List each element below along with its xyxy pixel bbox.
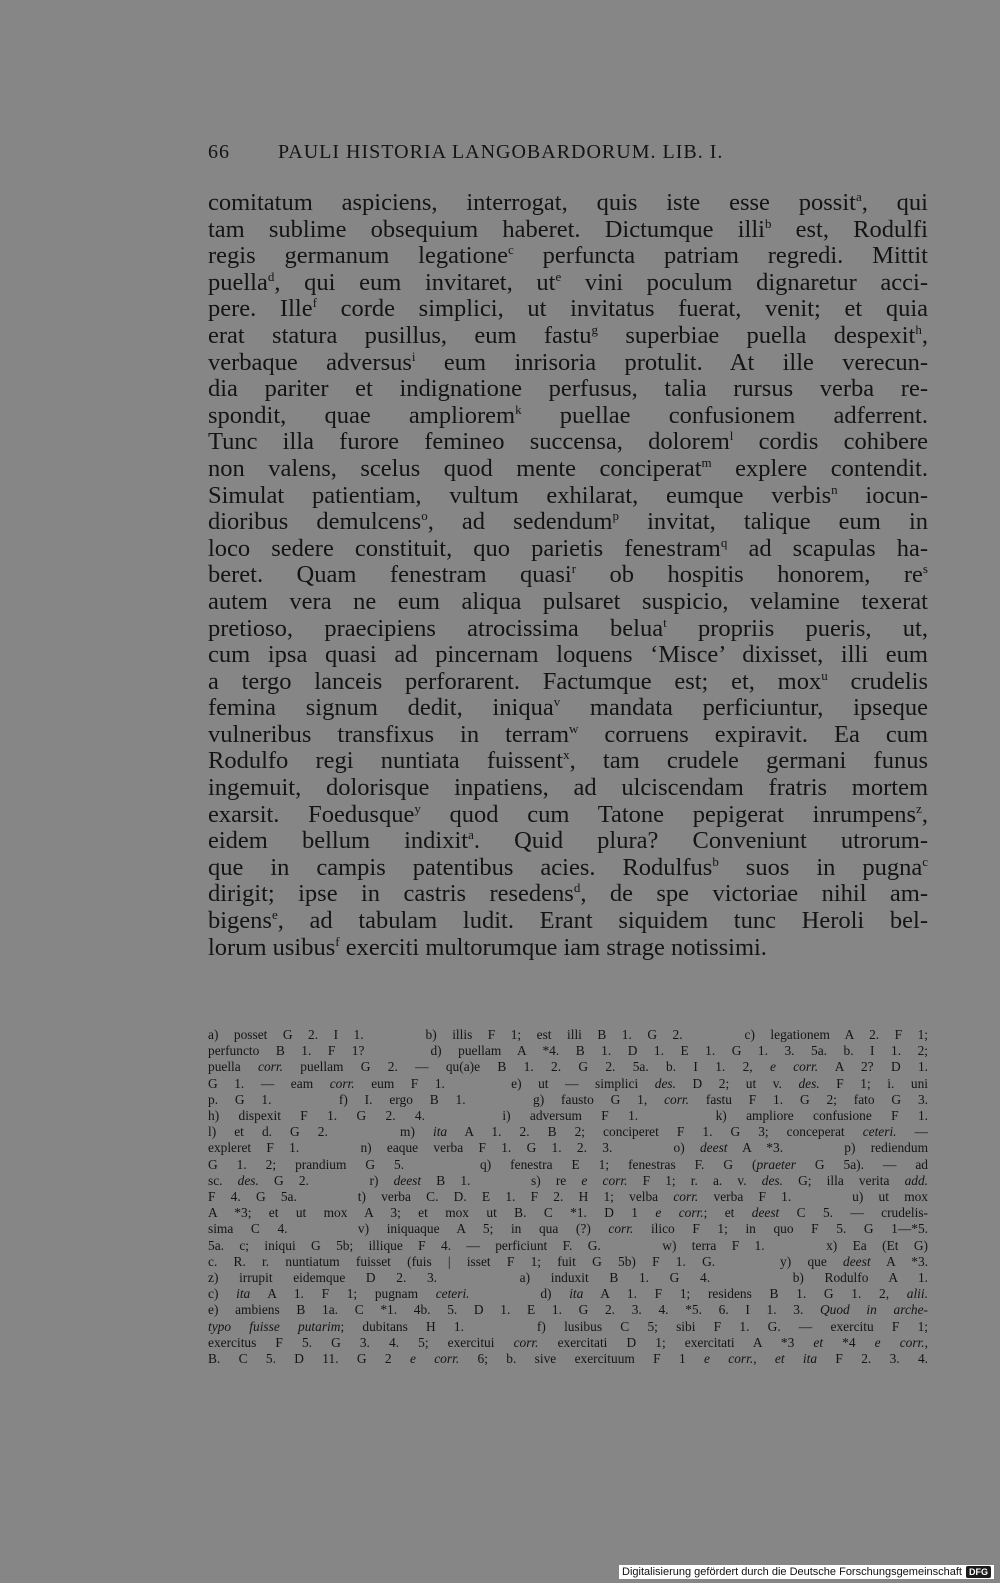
footnote-line: F 4. G 5a. t) verba C. D. E 1. F 2. H 1; velba corr. verba F 1. u) ut mox (208, 1189, 928, 1205)
running-title: PAULI HISTORIA LANGOBARDORUM. LIB. I. (278, 141, 724, 163)
text-line: cum ipsa quasi ad pincernam loquens ‘Misce’ dixisset, illi eum (208, 641, 928, 669)
footnote-line: sima C 4. v) iniquaque A 5; in qua (?) corr. ilico F 1; in quo F 5. G 1—*5. (208, 1221, 928, 1237)
footnote-line: 5a. c; iniqui G 5b; illique F 4. — perficiunt F. G. w) terra F 1. x) Ea (Et G) (208, 1237, 928, 1253)
text-line: lorum usibus$^f$ exerciti multorumque iam strage notissimi. (208, 933, 767, 961)
text-line: femina signum dedit, iniqua$^v$ mandata perficiuntur, ipseque (208, 694, 928, 722)
text-line: non valens, scelus quod mente conciperat$^m$ explere contendit. (208, 454, 928, 482)
text-line: dioribus demulcens$^o$, ad sedendum$^p$ invitat, talique eum in (208, 507, 929, 536)
text-line: beret. Quam fenestram quasi$^r$ ob hospitis honorem, $re^s$ (208, 561, 928, 589)
footnote-line: c) ita A 1. F 1; pugnam ceteri. d) ita A 1. F 1; residens B 1. G 1. 2, alii. (208, 1286, 928, 1302)
text-line: spondit, quae ampliorem$^k$ puellae confusionem adferrent. (208, 401, 928, 429)
footnote-line: puella corr. puellam G 2. — qu(a)e B 1. 2. G 2. 5a. b. I 1. 2, e corr. A 2? D 1. (208, 1059, 928, 1075)
text-line: Tunc illa furore femineo succensa, dolorem$^l$ cordis cohibere (208, 428, 928, 456)
footnote-line: p. G 1. f) I. ergo B 1. g) fausto G 1, corr. fastu F 1. G 2; fato G 3. (208, 1091, 929, 1107)
text-line: regis germanum legatione$^c$ perfuncta patriam regredi. Mittit (208, 242, 928, 270)
text-line: tam sublime obsequium haberet. Dictumque illi$^b$ est, Rodulfi (208, 215, 928, 243)
funding-footer (619, 1565, 994, 1579)
text-line: verbaque adversus$^i$ eum inrisoria protulit. At ille verecun- (208, 348, 928, 376)
footnote-line: c. R. r. nuntiatum fuisset (fuis | isset F 1; fuit G 5b) F 1. G. y) que deest A *3. (208, 1253, 928, 1269)
footnote-line: h) dispexit F 1. G 2. 4. i) adversum F 1. k) ampliore confusione F 1. (208, 1108, 928, 1124)
dfg-logo: DFG (966, 1566, 991, 1578)
footnote-line: a) posset G 2. I 1. b) illis F 1; est illi B 1. G 2. c) legationem A 2. F 1; (208, 1027, 928, 1042)
text-line: Rodulfo regi nuntiata fuissent$^x$, tam crudele germani funus (208, 747, 928, 775)
text-line: vulneribus transfixus in terram$^w$ corruens expiravit. Ea cum (208, 720, 929, 748)
text-line: dia pariter et indignatione perfusus, talia rursus verba re- (208, 375, 928, 403)
footnote-line: G 1. — eam corr. eum F 1. e) ut — simplici des. D 2; ut v. des. F 1; i. uni (208, 1075, 928, 1091)
page-number: 66 (208, 141, 230, 163)
footnote-line: perfuncto B 1. F 1? d) puellam A *4. B 1. D 1. E 1. G 1. 3. 5a. b. I 1. 2; (208, 1043, 928, 1059)
footnotes (208, 1027, 928, 1367)
text-line: Simulat patientiam, vultum exhilarat, eumque verbis$^n$ iocun- (208, 481, 929, 509)
main-text (208, 190, 928, 961)
text-line: eidem bellum indixit$^a$. Quid plura? Conveniunt utrorum- (208, 827, 928, 855)
text-line: pere. Ille$^f$ corde simplici, ut invitatus fuerat, venit; et quia (208, 295, 928, 323)
text-line: pretioso, praecipiens atrocissima belua$^t$ propriis pueris, ut, (208, 614, 928, 642)
funding-text: Digitalisierung gefördert durch die Deutsche Forschungsgemeinschaft (622, 1566, 962, 1578)
footnote-line: z) irrupit eidemque D 2. 3. a) induxit B 1. G 4. b) Rodulfo A 1. (208, 1270, 928, 1286)
footnote-line: B. C 5. D 11. G 2 e corr. 6; b. sive exercituum F 1 e corr., et ita F 2. 3. 4. (208, 1351, 929, 1367)
text-line: a tergo lanceis perforarent. Factumque est; et, mox$^u$ crudelis (208, 667, 929, 695)
text-line: exarsit. Foedusque$^y$ quod cum Tatone pepigerat inrumpens$^z$, (208, 800, 928, 828)
text-line: ingemuit, dolorisque inpatiens, ad ulciscendam fratris mortem (208, 774, 928, 802)
footnote-line: l) et d. G 2. m) ita A 1. 2. B 2; conciperet F 1. G 3; conceperat ceteri. — (208, 1124, 928, 1140)
text-line: erat statura pusillus, eum fastu$^g$ superbiae puella despexit$^h$, (208, 321, 928, 349)
footnote-line: typo fuisse putarim; dubitans H 1. f) lusibus C 5; sibi F 1. G. — exercitu F 1; (208, 1318, 928, 1334)
text-line: que in campis patentibus acies. Rodulfus$^b$ suos in pugna$^c$ (208, 853, 928, 881)
footnote-line: e) ambiens B 1a. C *1. 4b. 5. D 1. E 1. G 2. 3. 4. *5. 6. I 1. 3. Quod in arche- (208, 1302, 928, 1318)
running-header (208, 141, 830, 164)
text-line: autem vera ne eum aliqua pulsaret suspicio, velamine texerat (208, 587, 928, 615)
footnote-line: G 1. 2; prandium G 5. q) fenestra E 1; fenestras F. G (praeter G 5a). — ad (208, 1156, 928, 1172)
text-line: bigens$^e$, ad tabulam ludit. Erant siquidem tunc Heroli bel- (208, 906, 928, 935)
footnote-line: expleret F 1. n) eaque verba F 1. G 1. 2. 3. o) deest A *3. p) rediendum (208, 1140, 928, 1156)
footnote-line: sc. des. G 2. r) deest B 1. s) re e corr. F 1; r. a. v. des. G; illa verita add. (208, 1172, 929, 1188)
text-line: dirigit; ipse in castris resedens$^d$, de spe victoriae nihil am- (208, 880, 928, 908)
footnote-line: A *3; et ut mox A 3; et mox ut B. C *1. D 1 e corr.; et deest C 5. — crudelis- (208, 1205, 928, 1221)
footnote-line: exercitus F 5. G 3. 4. 5; exercitui corr. exercitati D 1; exercitati A *3 et *4 e corr., (208, 1334, 928, 1350)
text-line: puella$^d$, qui eum invitaret, $ut^e$ vini poculum dignaretur acci- (208, 268, 928, 296)
text-line: loco sedere constituit, quo parietis fenestram$^q$ ad scapulas ha- (208, 534, 928, 562)
text-line: comitatum aspiciens, interrogat, quis iste esse possit$^a$, qui (208, 188, 928, 216)
